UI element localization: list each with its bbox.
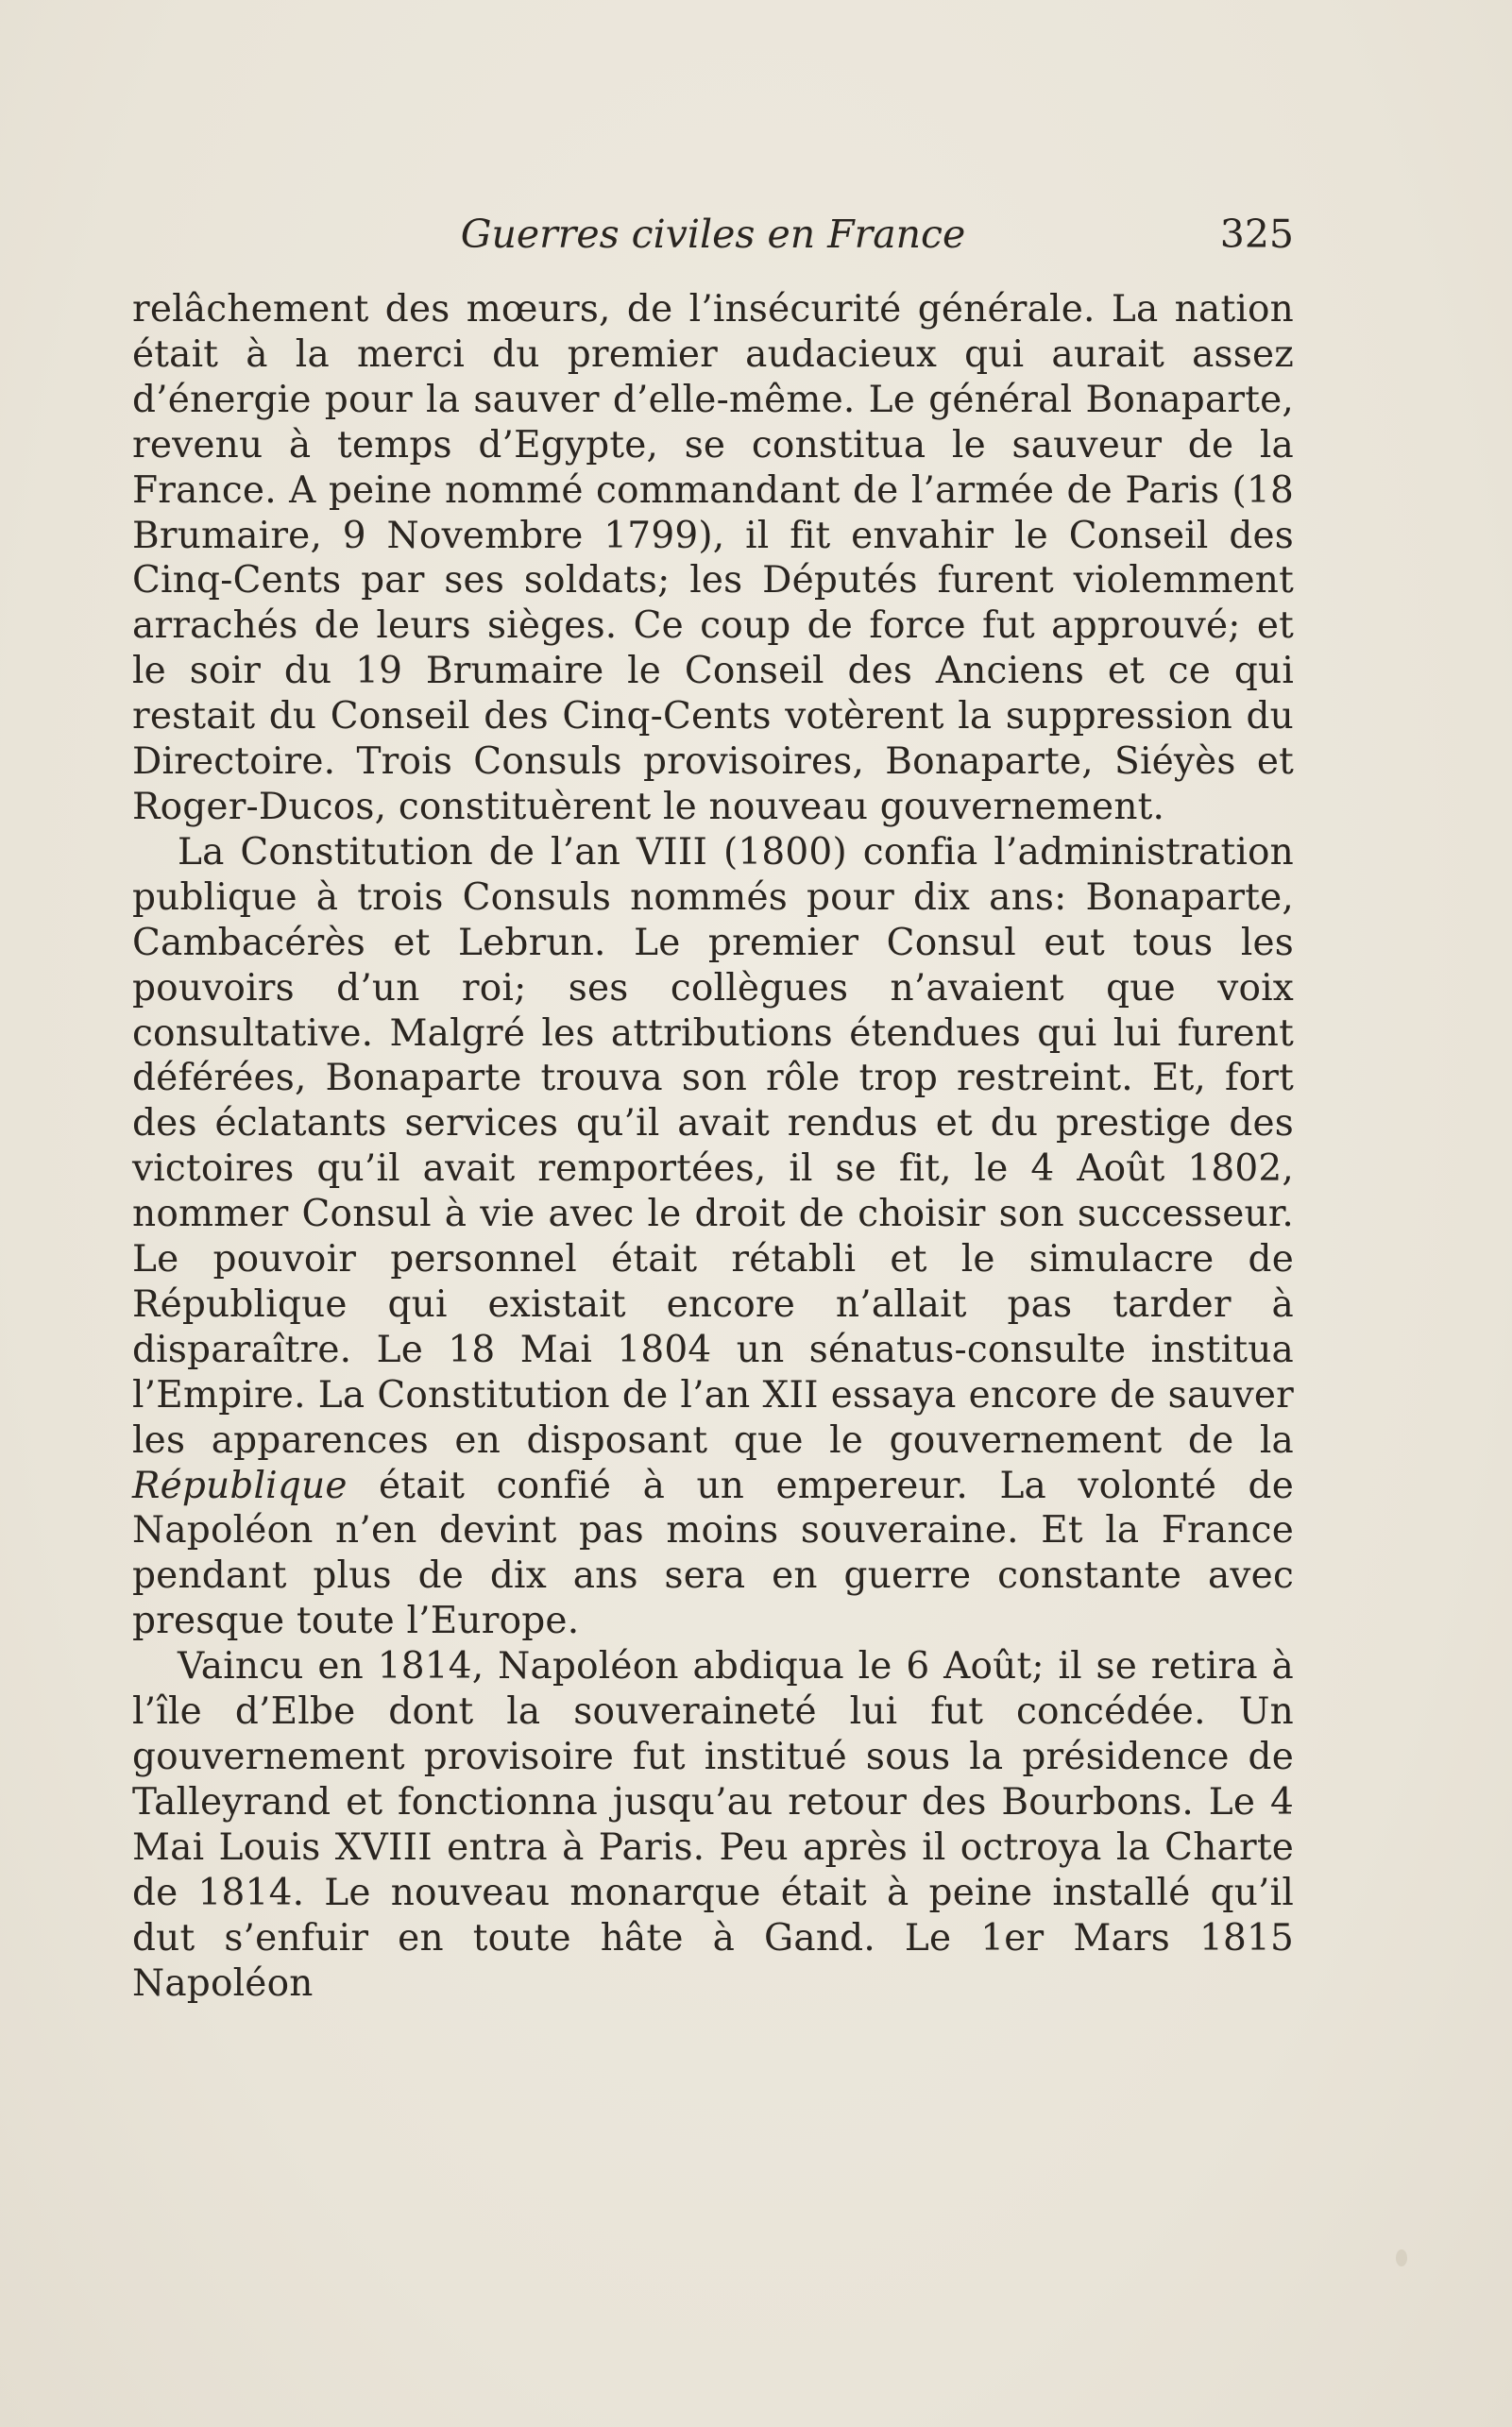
paragraph-2 <box>132 830 1294 1644</box>
paper-smudge <box>1396 2249 1407 2266</box>
paragraph-1: relâchement des mœurs, de l’insécurité générale. La nation était à la merci du premier audacieux qui aurait assez d’énergie pour la sauver d’elle-même. Le général Bonaparte, revenu à temps d’Egypte, se constitua le sauveur de la France. A peine nommé commandant de l’armée de Paris (18 Brumaire, 9 Novembre 1799), il fit envahir le Conseil des Cinq-Cents par ses soldats; les Députés furent violemment arrachés de leurs sièges. Ce coup de force fut approuvé; et le soir du 19 Brumaire le Conseil des Anciens et ce qui restait du Conseil des Cinq-Cents votèrent la suppression du Directoire. Trois Consuls provisoires, Bonaparte, Siéyès et Roger-Ducos, constituèrent le nouveau gouvernement. <box>132 288 1294 828</box>
paragraph-2-italic-word: République <box>132 1464 348 1507</box>
body-text <box>132 287 1294 2006</box>
running-title: Guerres civiles en France <box>460 212 966 257</box>
page-number: 325 <box>1219 212 1294 257</box>
paragraph-2-text-a: La Constitution de l’an VIII (1800) confia l’administration publique à trois Consuls nommés pour dix ans: Bonaparte, Cambacérès et Lebrun. Le premier Consul eut tous les pouvoirs d’un roi; ses collègues n’avaient que voix consultative. Malgré les attributions étendues qui lui furent déférées, Bonaparte trouva son rôle trop restreint. Et, fort des éclatants services qu’il avait rendus et du prestige des victoires qu’il avait remportées, il se fit, le 4 Août 1802, nommer Consul à vie avec le droit de choisir son successeur. Le pouvoir personnel était rétabli et le simulacre de République qui existait encore n’allait pas tarder à disparaître. Le 18 Mai 1804 un sénatus-consulte institua l’Empire. La Constitution de l’an XII essaya encore de sauver les apparences en disposant que le gouvernement de la <box>132 830 1294 1462</box>
paragraph-2-text-b: était confié à un empereur. La volonté de Napoléon n’en devint pas moins souveraine. Et la France pendant plus de dix ans sera en guerre constante avec presque toute l’Europe. <box>132 1464 1294 1643</box>
page-header <box>132 206 1294 263</box>
paragraph-3: Vaincu en 1814, Napoléon abdiqua le 6 Août; il se retira à l’île d’Elbe dont la souveraineté lui fut concédée. Un gouvernement provisoire fut institué sous la présidence de Talleyrand et fonctionna jusqu’au retour des Bourbons. Le 4 Mai Louis XVIII entra à Paris. Peu après il octroya la Charte de 1814. Le nouveau monarque était à peine installé qu’il dut s’enfuir en toute hâte à Gand. Le 1er Mars 1815 Napoléon <box>132 1645 1294 2005</box>
